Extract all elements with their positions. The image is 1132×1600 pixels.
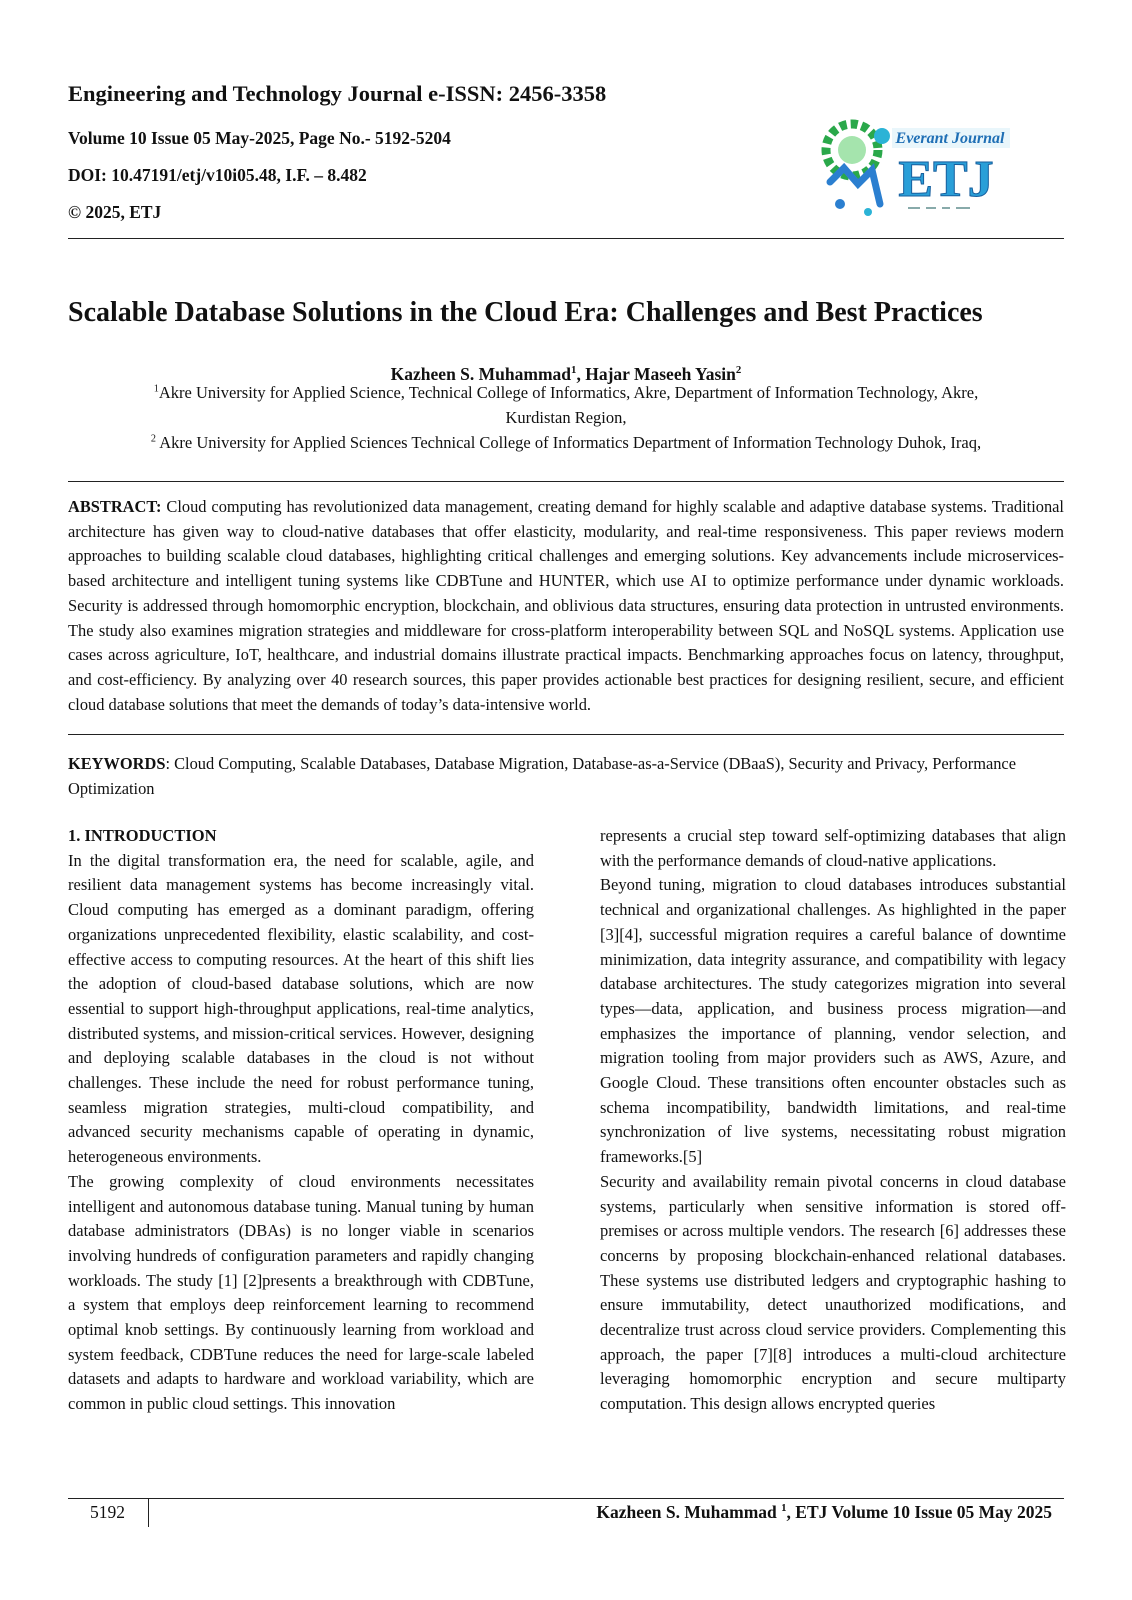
left-column <box>68 824 534 1417</box>
abstract-label: ABSTRACT: <box>68 497 162 516</box>
header-divider <box>68 238 1064 239</box>
author-name: Hajar Maseeh Yasin <box>585 364 736 384</box>
footer-affiliation-mark: 1 <box>781 1502 787 1515</box>
footer-separator <box>148 1499 149 1527</box>
paragraph: The growing complexity of cloud environments necessitates intelligent and autonomous database tuning. Manual tuning by human database administrators (DBAs) is no longer viable in scenarios involving hundreds of configuration parameters and rapidly changing workloads. The study [1] [2]presents a breakthrough with CDBTune, a system that employs deep reinforcement learning to recommend optimal knob settings. By continuously learning from workload and system feedback, CDBTune reduces the need for large-scale labeled datasets and adapts to hardware and workload variability, which are common in public cloud settings. This innovation <box>68 1171 534 1414</box>
abstract-bottom-divider <box>68 734 1064 735</box>
affiliation-1 <box>68 381 1064 405</box>
right-column <box>600 824 1066 1417</box>
section-heading: 1. INTRODUCTION <box>68 826 217 845</box>
author-affiliation-mark: 1 <box>571 364 577 377</box>
copyright-line: © 2025, ETJ <box>68 202 162 222</box>
keywords-text: : Cloud Computing, Scalable Databases, Database Migration, Database-as-a-Service (DBaaS), Security and Privacy, Performance Optimization <box>68 754 1016 798</box>
journal-title: Engineering and Technology Journal e-ISSN: 2456-3358 <box>68 81 607 106</box>
footer-journal-info: , ETJ Volume 10 Issue 05 May 2025 <box>786 1502 1052 1522</box>
volume-line: Volume 10 Issue 05 May-2025, Page No.- 5192-5204 <box>68 128 451 148</box>
author-affiliation-mark: 2 <box>735 364 742 377</box>
page-number: 5192 <box>90 1502 125 1522</box>
affiliation-mark: 1 <box>153 383 159 395</box>
abstract <box>68 495 1064 717</box>
paragraph: Security and availability remain pivotal concerns in cloud database systems, particularly when sensitive information is stored off-premises or across multiple vendors. The research [6] addresses these concerns by proposing blockchain-enhanced relational databases. These systems use distributed ledgers and cryptographic hashing to ensure immutability, detect unauthorized modifications, and decentralize trust across cloud service providers. Complementing this approach, the paper [7][8] introduces a multi-cloud architecture leveraging homomorphic encryption and secure multiparty computation. This design allows encrypted queries <box>600 1171 1066 1414</box>
journal-header <box>68 80 768 237</box>
footer-author: Kazheen S. Muhammad <box>596 1502 782 1522</box>
logo-top-text: Everant Journal <box>895 130 1005 147</box>
etj-logo <box>810 112 1020 222</box>
paragraph: In the digital transformation era, the need for scalable, agile, and resilient data management systems has become increasingly vital. Cloud computing has emerged as a dominant paradigm, offering organizations unprecedented flexibility, elastic scalability, and cost-effective access to computing resources. At the heart of this shift lies the adoption of cloud-based database solutions, which are now essential to support high-throughput applications, real-time analytics, distributed systems, and mission-critical services. However, designing and deploying scalable databases in the cloud is not without challenges. These include the need for robust performance tuning, seamless migration strategies, multi-cloud compatibility, and advanced security mechanisms capable of operating in dynamic, heterogeneous environments. <box>68 850 534 1167</box>
paragraph: Beyond tuning, migration to cloud databases introduces substantial technical and organizational challenges. As highlighted in the paper [3][4], successful migration requires a careful balance of downtime minimization, data integrity assurance, and compatibility with legacy database architectures. The study categorizes migration into several types—data, application, and business process migration—and emphasizes the importance of planning, vendor selection, and migration tooling from major providers such as AWS, Azure, and Google Cloud. These transitions often encounter obstacles such as schema incompatibility, bandwidth limitations, and real-time synchronization of live systems, necessitating robust migration frameworks.[5] <box>600 875 1066 1167</box>
author-name: Kazheen S. Muhammad <box>390 364 572 384</box>
paper-title: Scalable Database Solutions in the Cloud Era: Challenges and Best Practices <box>68 297 983 328</box>
affiliation-text: Akre University for Applied Science, Technical College of Informatics, Akre, Department of Information Technology, Akre, <box>158 383 979 402</box>
abstract-text: Cloud computing has revolutionized data management, creating demand for highly scalable and adaptive database systems. Traditional architecture has given way to cloud-native databases that offer elasticity, modularity, and real-time responsiveness. This paper reviews modern approaches to building scalable cloud databases, highlighting critical challenges and emerging solutions. Key advancements include microservices-based architecture and intelligent tuning systems like CDBTune and HUNTER, which use AI to optimize performance under dynamic workloads. Security is addressed through homomorphic encryption, blockchain, and oblivious data structures, ensuring data protection in untrusted environments. The study also examines migration strategies and middleware for cross-platform interoperability between SQL and NoSQL systems. Application use cases across agriculture, IoT, healthcare, and industrial domains illustrate practical impacts. Benchmarking approaches focus on latency, throughput, and cost-efficiency. By analyzing over 40 research sources, this paper provides actionable best practices for designing resilient, secure, and efficient cloud database solutions that meet the demands of today’s data-intensive world. <box>68 497 1064 714</box>
affiliation-mark: 2 <box>150 433 157 445</box>
affiliation-1-continued: Kurdistan Region, <box>505 408 627 427</box>
affiliation-2 <box>68 431 1064 455</box>
gear-icon <box>826 124 890 216</box>
keywords <box>68 752 1064 801</box>
footer-citation <box>596 1500 1052 1524</box>
author-separator: , <box>576 364 586 384</box>
affiliation-text: Akre University for Applied Sciences Technical College of Informatics Department of Information Technology Duhok, Iraq, <box>156 433 982 452</box>
logo-wordmark <box>892 128 1010 208</box>
doi-line: DOI: 10.47191/etj/v10i05.48, I.F. – 8.482 <box>68 165 367 185</box>
paragraph: represents a crucial step toward self-optimizing databases that align with the performance demands of cloud-native applications. <box>600 826 1066 870</box>
abstract-top-divider <box>68 481 1064 482</box>
keywords-label: KEYWORDS <box>68 754 166 773</box>
footer-divider <box>68 1498 1064 1499</box>
logo-main-text: ETJ <box>898 151 994 208</box>
